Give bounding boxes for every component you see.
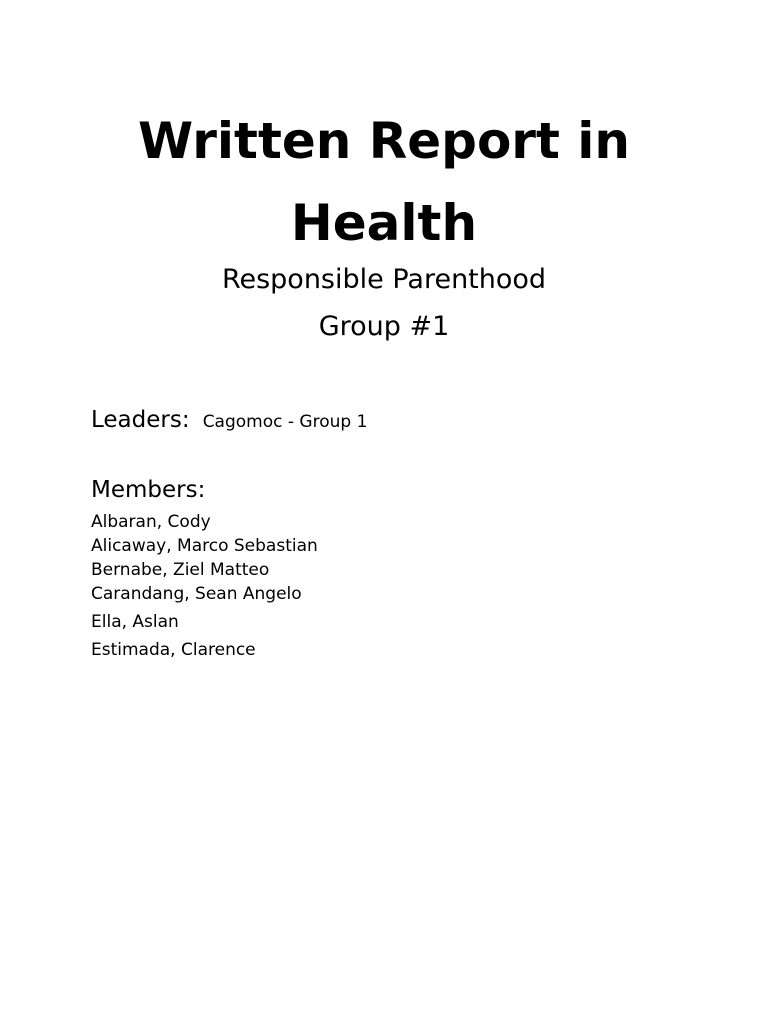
leaders-label: Leaders: <box>91 407 190 433</box>
member-item: Estimada, Clarence <box>91 640 256 660</box>
leaders-line <box>91 404 367 438</box>
member-item: Bernabe, Ziel Matteo <box>91 560 270 580</box>
member-item: Albaran, Cody <box>91 512 211 532</box>
member-item: Alicaway, Marco Sebastian <box>91 536 318 556</box>
report-group: Group #1 <box>318 311 450 342</box>
report-title <box>0 100 768 264</box>
members-label: Members: <box>91 477 206 503</box>
report-title-line-1: Written Report in <box>137 112 631 170</box>
member-item: Carandang, Sean Angelo <box>91 584 302 604</box>
report-title-line-2: Health <box>290 194 478 252</box>
member-item: Ella, Aslan <box>91 612 179 632</box>
leaders-value: Cagomoc - Group 1 <box>202 412 368 432</box>
report-topic: Responsible Parenthood <box>221 264 547 295</box>
